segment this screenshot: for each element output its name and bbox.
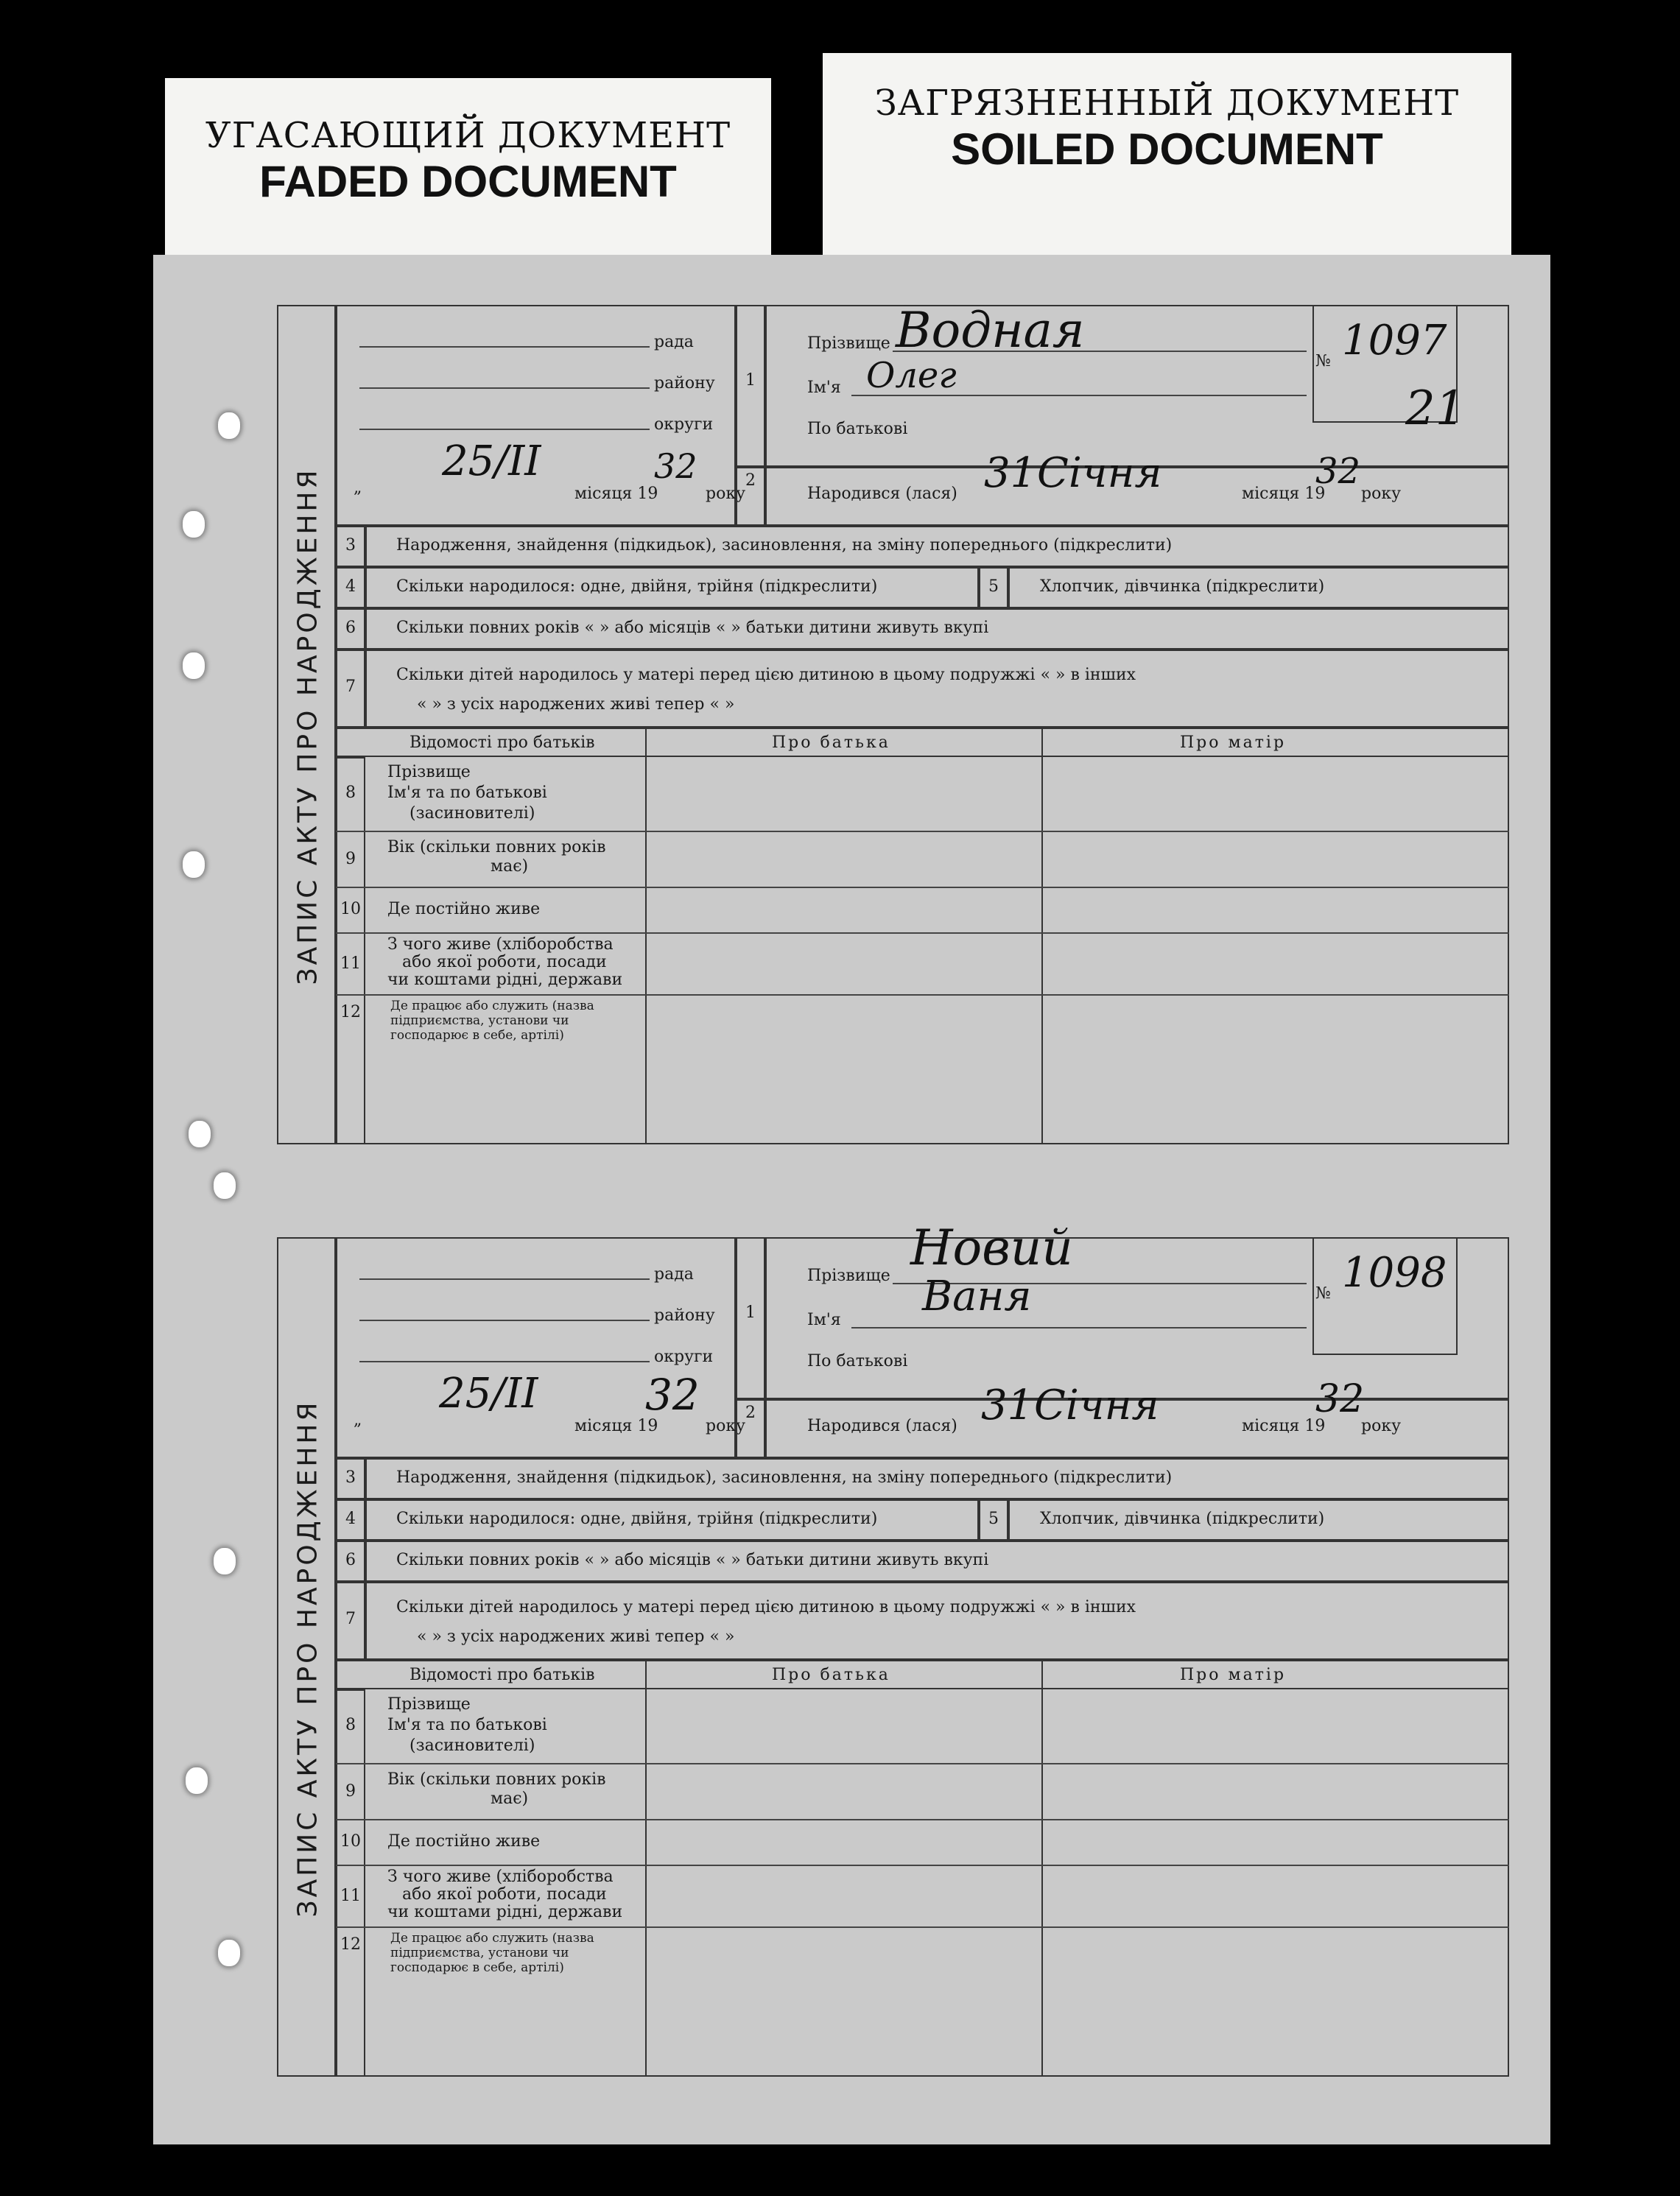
row-number: 2 — [745, 471, 756, 490]
birth-month: Січня — [1037, 449, 1162, 497]
r9-b: має) — [491, 857, 529, 876]
r9-b: має) — [491, 1789, 529, 1808]
row-7-text-a: Скільки дітей народилось у матері перед цією дитиною в цьому подружжі « » в інших — [396, 666, 1136, 684]
r12-b: підприємства, установи чи — [390, 1946, 569, 1960]
number-label: № — [1315, 1284, 1331, 1303]
record-number: 1098 — [1342, 1249, 1447, 1297]
row-4-text: Скільки народилося: одне, двійня, трійня (підкреслити) — [396, 1510, 878, 1528]
patronymic-label: По батькові — [807, 1352, 908, 1370]
r8-a: Прізвище — [387, 1695, 471, 1714]
col-father: Про батька — [772, 733, 890, 752]
col-father: Про батька — [772, 1666, 890, 1684]
surname-value: Новий — [910, 1220, 1073, 1276]
row-7-text-b: « » з усіх народжених живі тепер « » — [417, 695, 735, 714]
month-label-2: місяця 19 — [1242, 485, 1326, 503]
row-number: 1 — [745, 1303, 756, 1322]
row-number: 12 — [340, 1935, 361, 1954]
row-number: 9 — [345, 1782, 356, 1801]
row-divider — [336, 932, 1509, 934]
row-number: 11 — [340, 1887, 361, 1905]
rada-label: рада — [654, 333, 694, 351]
rayonu-line — [359, 1320, 650, 1321]
punch-hole — [183, 511, 205, 538]
row-5-text: Хлопчик, дівчинка (підкреслити) — [1040, 577, 1325, 596]
birth-day: 31 — [981, 1382, 1034, 1429]
row-number: 8 — [345, 784, 356, 802]
row-divider — [336, 887, 1509, 888]
punch-hole — [189, 1121, 211, 1147]
row-4-text: Скільки народилося: одне, двійня, трійня (підкреслити) — [396, 577, 878, 596]
row-3-text: Народження, знайдення (підкидьок), засиновлення, на зміну попереднього (підкреслити) — [396, 536, 1173, 555]
row-6-text: Скільки повних років « » або місяців « » батьки дитини живуть вкупі — [396, 1551, 989, 1569]
row-number: 1 — [745, 371, 756, 390]
num-column — [336, 1689, 365, 2077]
punch-hole — [183, 652, 205, 679]
r11-a: З чого живе (хліборобства — [387, 935, 614, 954]
faded-label-ru: УГАСАЮЩИЙ ДОКУМЕНТ — [205, 115, 731, 156]
row-number: 2 — [745, 1404, 756, 1422]
r11-c: чи коштами рідні, держави — [387, 971, 623, 989]
rada-line — [359, 346, 650, 348]
r9-a: Вік (скільки повних років — [387, 838, 606, 856]
punch-hole — [214, 1548, 236, 1574]
month-label: місяця 19 — [574, 1417, 658, 1435]
row-divider — [336, 1865, 1509, 1866]
r8-a: Прізвище — [387, 763, 471, 781]
rayonu-line — [359, 387, 650, 389]
year-label: року — [706, 485, 746, 503]
r11-b: або якої роботи, посади — [402, 953, 607, 971]
r8-c: (засиновителі) — [410, 804, 535, 823]
r8-b: Ім'я та по батькові — [387, 784, 547, 802]
quote-open: „ — [354, 479, 362, 497]
r11-c: чи коштами рідні, держави — [387, 1903, 623, 1921]
row-divider — [336, 1819, 1509, 1820]
birth-year: 32 — [1315, 451, 1361, 492]
rayonu-label: району — [654, 1306, 715, 1325]
row-number: 3 — [345, 1468, 356, 1487]
born-label: Народився (лася) — [807, 485, 957, 503]
col-mother: Про матір — [1180, 1666, 1287, 1684]
reg-date: 25/II — [442, 437, 541, 485]
row-7 — [365, 650, 1509, 728]
rada-line — [359, 1278, 650, 1280]
row-3-text: Народження, знайдення (підкидьок), засиновлення, на зміну попереднього (підкреслити) — [396, 1468, 1173, 1487]
soiled-document-label — [823, 53, 1511, 259]
okrugy-line — [359, 1361, 650, 1362]
row-number: 10 — [340, 900, 361, 918]
patronymic-label: По батькові — [807, 420, 908, 438]
col-info: Відомості про батьків — [410, 733, 595, 752]
row-number: 9 — [345, 850, 356, 868]
name-value: Олег — [866, 355, 957, 396]
punch-hole — [218, 412, 240, 439]
row-number: 11 — [340, 954, 361, 973]
record-number: 1097 — [1342, 317, 1447, 365]
father-column — [645, 1660, 1043, 2077]
row-number: 6 — [345, 1551, 356, 1569]
row-divider — [336, 831, 1509, 832]
r8-b: Ім'я та по батькові — [387, 1716, 547, 1734]
r12-b: підприємства, установи чи — [390, 1013, 569, 1028]
row-number: 10 — [340, 1832, 361, 1851]
r11-b: або якої роботи, посади — [402, 1885, 607, 1904]
r9-a: Вік (скільки повних років — [387, 1770, 606, 1789]
side-title: ЗАПИС АКТУ ПРО НАРОДЖЕННЯ — [292, 1399, 323, 1918]
row-5-text: Хлопчик, дівчинка (підкреслити) — [1040, 1510, 1325, 1528]
reg-year: 32 — [654, 446, 697, 486]
num-column — [336, 757, 365, 1144]
r10: Де постійно живе — [387, 900, 541, 918]
surname-label: Прізвище — [807, 334, 890, 353]
surname-label: Прізвище — [807, 1267, 890, 1285]
row-divider — [336, 1763, 1509, 1764]
soiled-label-en: SOILED DOCUMENT — [951, 124, 1383, 174]
punch-hole — [218, 1940, 240, 1966]
r8-c: (засиновителі) — [410, 1736, 535, 1755]
reg-year: 32 — [645, 1370, 700, 1420]
row-number: 12 — [340, 1003, 361, 1021]
r12-a: Де працює або служить (назва — [390, 1931, 594, 1946]
row-number: 5 — [988, 577, 999, 596]
extra-mark: 21 — [1405, 381, 1466, 436]
month-label: місяця 19 — [574, 485, 658, 503]
quote-open: „ — [354, 1411, 362, 1429]
name-line — [851, 1327, 1307, 1328]
row-7-text-a: Скільки дітей народилось у матері перед цією дитиною в цьому подружжі « » в інших — [396, 1598, 1136, 1616]
row-7-text-b: « » з усіх народжених живі тепер « » — [417, 1627, 735, 1646]
birth-year: 32 — [1315, 1377, 1365, 1421]
name-label: Ім'я — [807, 379, 841, 397]
col-mother: Про матір — [1180, 733, 1287, 752]
month-label-2: місяця 19 — [1242, 1417, 1326, 1435]
col-info: Відомості про батьків — [410, 1666, 595, 1684]
name-value: Ваня — [922, 1273, 1032, 1320]
father-column — [645, 728, 1043, 1144]
number-label: № — [1315, 352, 1331, 370]
side-title: ЗАПИС АКТУ ПРО НАРОДЖЕННЯ — [292, 467, 323, 985]
faded-document-label — [165, 78, 771, 262]
soiled-label-ru: ЗАГРЯЗНЕННЫЙ ДОКУМЕНТ — [874, 82, 1460, 124]
birth-day: 31 — [984, 449, 1037, 497]
r12-a: Де працює або служить (назва — [390, 999, 594, 1013]
rada-label: рада — [654, 1265, 694, 1284]
year-label-2: року — [1361, 1417, 1402, 1435]
reg-date: 25/II — [439, 1370, 538, 1418]
surname-value: Водная — [896, 302, 1085, 359]
rayonu-label: району — [654, 374, 715, 393]
row-6-text: Скільки повних років « » або місяців « » батьки дитини живуть вкупі — [396, 619, 989, 637]
row-divider — [336, 994, 1509, 996]
row-number: 4 — [345, 1510, 356, 1528]
side-title-box — [277, 305, 336, 1144]
r12-c: господарює в себе, артілі) — [390, 1960, 564, 1975]
row-number: 7 — [345, 678, 356, 696]
row-number: 7 — [345, 1610, 356, 1628]
faded-label-en: FADED DOCUMENT — [259, 157, 677, 206]
row-number: 3 — [345, 536, 356, 555]
punch-hole — [214, 1172, 236, 1199]
name-label: Ім'я — [807, 1311, 841, 1329]
row-number: 5 — [988, 1510, 999, 1528]
born-label: Народився (лася) — [807, 1417, 957, 1435]
row-divider — [336, 1926, 1509, 1928]
okrugy-label: округи — [654, 1348, 714, 1366]
year-label-2: року — [1361, 485, 1402, 503]
r12-c: господарює в себе, артілі) — [390, 1028, 564, 1043]
row-number: 4 — [345, 577, 356, 596]
punch-hole — [186, 1767, 208, 1794]
year-label: року — [706, 1417, 746, 1435]
r11-a: З чого живе (хліборобства — [387, 1868, 614, 1886]
row-number: 6 — [345, 619, 356, 637]
row-number: 8 — [345, 1716, 356, 1734]
row-7 — [365, 1582, 1509, 1660]
punch-hole — [183, 851, 205, 878]
okrugy-label: округи — [654, 415, 714, 434]
side-title-box — [277, 1237, 336, 2077]
okrugy-line — [359, 429, 650, 430]
birth-month: Січня — [1034, 1382, 1159, 1429]
r10: Де постійно живе — [387, 1832, 541, 1851]
